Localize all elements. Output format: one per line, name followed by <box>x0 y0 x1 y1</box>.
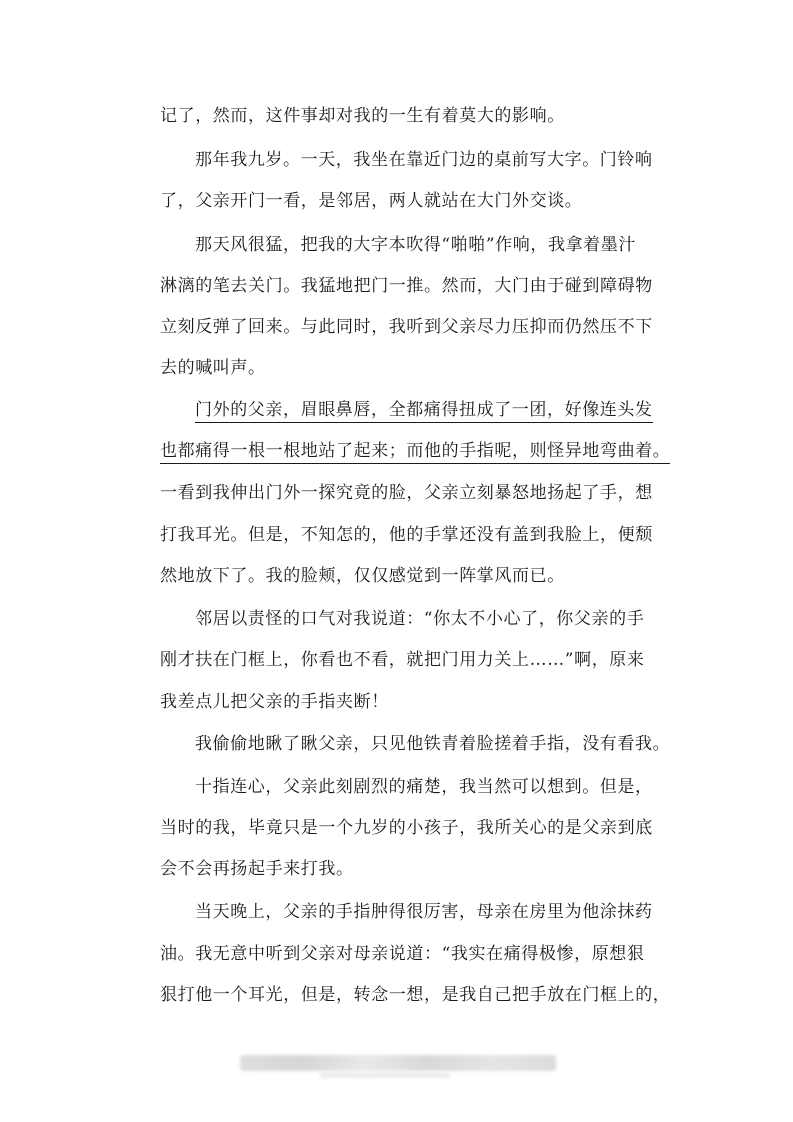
underlined-text: 也都痛得一根一根地站了起来；而他的手指呢，则怪异地弯曲着。 <box>160 441 670 464</box>
text-line: 会不会再扬起手来打我。 <box>160 859 354 879</box>
text-line: 了，父亲开门一看，是邻居，两人就站在大门外交谈。 <box>160 191 583 211</box>
text-line: 那天风很猛，把我的大字本吹得“啪啪”作响，我拿着墨汁 <box>195 235 636 255</box>
blurred-footer-watermark-sub <box>320 1072 450 1078</box>
text-line: 狠打他一个耳光，但是，转念一想，是我自己把手放在门框上的， <box>160 985 671 1005</box>
text-line: 邻居以责怪的口气对我说道：“你太不小心了，你父亲的手 <box>195 609 645 629</box>
text-line: 然地放下了。我的脸颊，仅仅感觉到一阵掌风而已。 <box>160 566 565 586</box>
text-line: 我差点儿把父亲的手指夹断！ <box>160 692 389 712</box>
text-line: 立刻反弹了回来。与此同时，我听到父亲尽力压抑而仍然压不下 <box>160 317 653 337</box>
text-line: 那年我九岁。一天，我坐在靠近门边的桌前写大字。门铃响 <box>195 150 653 170</box>
text-line: 去的喊叫声。 <box>160 358 266 378</box>
text-line: 我偷偷地瞅了瞅父亲，只见他铁青着脸搓着手指，没有看我。 <box>195 734 671 754</box>
text-line: 当时的我，毕竟只是一个九岁的小孩子，我所关心的是父亲到底 <box>160 818 653 838</box>
text-line: 打我耳光。但是，不知怎的，他的手掌还没有盖到我脸上，便颓 <box>160 525 653 545</box>
underlined-text-line <box>195 397 676 423</box>
text-line: 油。我无意中听到父亲对母亲说道：“我实在痛得极惨，原想狠 <box>160 944 645 964</box>
blurred-footer-watermark <box>240 1055 556 1071</box>
text-line: 淋漓的笔去关门。我猛地把门一推。然而，大门由于碰到障碍物 <box>160 276 653 296</box>
text-line: 记了，然而，这件事却对我的一生有着莫大的影响。 <box>160 106 565 126</box>
text-line: 刚才扶在门框上，你看也不看，就把门用力关上……”啊，原来 <box>160 650 645 670</box>
text-line: 一看到我伸出门外一探究竟的脸，父亲立刻暴怒地扬起了手，想 <box>160 483 653 503</box>
text-line: 当天晚上，父亲的手指肿得很厉害，母亲在房里为他涂抹药 <box>195 902 653 922</box>
underlined-text-line <box>160 438 676 464</box>
text-line: 十指连心，父亲此刻剧烈的痛楚，我当然可以想到。但是， <box>195 777 653 797</box>
underlined-text: 门外的父亲，眉眼鼻唇，全都痛得扭成了一团，好像连头发 <box>195 400 653 423</box>
